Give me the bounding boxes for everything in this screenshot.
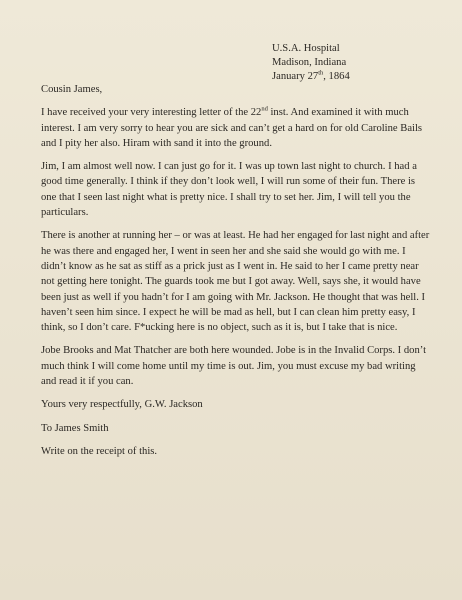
postscript: Write on the receipt of this. — [41, 445, 158, 457]
salutation: Cousin James, — [41, 84, 103, 95]
paragraph-3: There is another at running her – or was at least. He had her engaged for last night and after he was there and engaged her, I went in seen her and she said she would go with me. I didn’t know as he sat as stiff as a prick just as I went in. He said to her I came pretty near not getting here tonight. The guards took me but I got away. Well, says she, it would have been just as well if you hadn’t for I am going with Mr. Jackson. He thought that was hell. I haven’t seen him since. I expect he will be mad as hell, but I can clean him pretty easy, I think, so I don’t care. F*ucking here is no object, such as it is, but I take that is nice. — [41, 230, 430, 334]
header-date-prefix: January 27 — [272, 71, 319, 82]
paragraph-1 — [41, 105, 431, 151]
letter-header — [272, 42, 350, 84]
header-date-year: , 1864 — [323, 71, 350, 82]
closing-signature: Yours very respectfully, G.W. Jackson — [41, 399, 203, 411]
paragraph-2: Jim, I am almost well now. I can just go for it. I was up town last night to church. I had a good time generally. I think if they don’t look well, I will run some of their fun. There is one that I seen last night what is pretty nice. I shall try to set her. Jim, I will tell you the particulars. — [41, 161, 417, 219]
header-location: Madison, Indiana — [272, 57, 347, 68]
header-date-suffix-ordinal: th — [318, 69, 324, 77]
paragraph-4: Jobe Brooks and Mat Thatcher are both here wounded. Jobe is in the Invalid Corps. I don’t much think I will come home until my time is out. Jim, you must excuse my bad writing and read it if you can. — [41, 345, 427, 388]
paragraph-1-ordinal: nd — [261, 105, 268, 113]
letter-body — [41, 82, 431, 467]
paragraph-1-start: I have received your very interesting letter of the 22 — [41, 107, 262, 119]
header-hospital: U.S.A. Hospital — [272, 43, 340, 54]
paragraph-1-end: inst. And examined it with much interest. I am very sorry to hear you are sick and can’t get a hard on for old Caroline Bails and I pity her also. Hiram with sand it into the ground. — [41, 107, 423, 149]
recipient-line: To James Smith — [41, 422, 109, 434]
